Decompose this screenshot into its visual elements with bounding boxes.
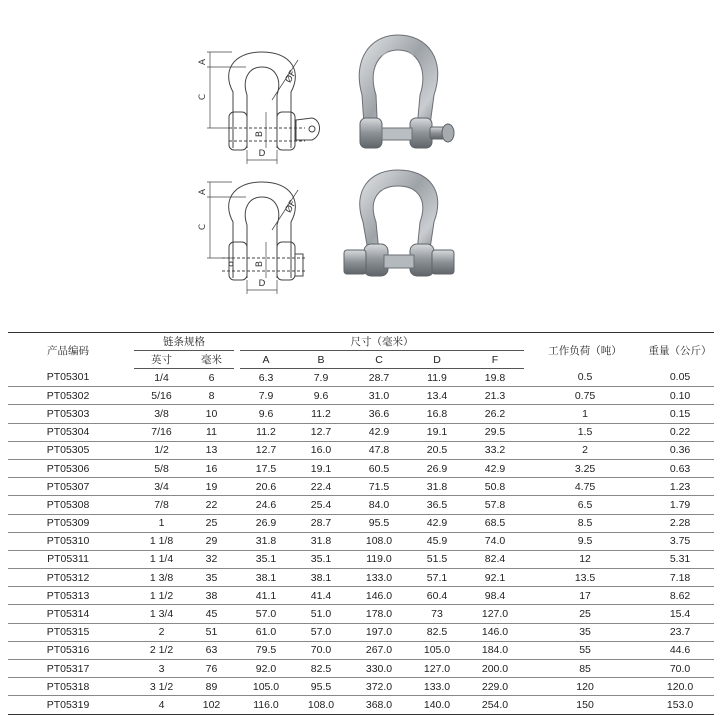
cell-size-inch: 3: [134, 660, 189, 678]
cell-product-code: PT05314: [8, 605, 128, 623]
cell-dim-a: 38.1: [240, 569, 292, 587]
cell-size-inch: 1 3/4: [134, 605, 189, 623]
header-size: 尺寸（毫米）: [240, 333, 524, 351]
cell-dim-f: 68.5: [466, 514, 524, 532]
cell-weight: 2.28: [646, 514, 714, 532]
cell-dim-d: 45.9: [408, 532, 466, 550]
table-row: [8, 405, 714, 423]
cell-dim-d: 105.0: [408, 641, 466, 659]
cell-dim-c: 146.0: [350, 587, 408, 605]
table-row: [8, 623, 714, 641]
cell-size-mm: 16: [189, 459, 234, 477]
cell-dim-f: 184.0: [466, 641, 524, 659]
cell-dim-c: 36.6: [350, 405, 408, 423]
cell-weight: 120.0: [646, 678, 714, 696]
cell-size-mm: 25: [189, 514, 234, 532]
table-row: [8, 514, 714, 532]
cell-product-code: PT05311: [8, 550, 128, 568]
cell-size-inch: 1 1/2: [134, 587, 189, 605]
cell-size-mm: 8: [189, 387, 234, 405]
cell-dim-f: 146.0: [466, 623, 524, 641]
cell-dim-f: 57.8: [466, 496, 524, 514]
cell-dim-d: 140.0: [408, 696, 466, 714]
cell-weight: 0.36: [646, 441, 714, 459]
cell-dim-b: 31.8: [292, 532, 350, 550]
cell-product-code: PT05301: [8, 369, 128, 387]
dim-label-b-2: B: [255, 260, 265, 268]
cell-dim-d: 82.5: [408, 623, 466, 641]
table-row: [8, 441, 714, 459]
cell-dim-d: 20.5: [408, 441, 466, 459]
cell-dim-a: 31.8: [240, 532, 292, 550]
cell-product-code: PT05313: [8, 587, 128, 605]
cell-dim-d: 133.0: [408, 678, 466, 696]
cell-product-code: PT05309: [8, 514, 128, 532]
cell-dim-a: 41.1: [240, 587, 292, 605]
cell-dim-d: 13.4: [408, 387, 466, 405]
table-row: [8, 369, 714, 387]
cell-dim-a: 11.2: [240, 423, 292, 441]
cell-size-mm: 51: [189, 623, 234, 641]
cell-size-mm: 32: [189, 550, 234, 568]
cell-product-code: PT05318: [8, 678, 128, 696]
cell-dim-c: 178.0: [350, 605, 408, 623]
cell-dim-a: 35.1: [240, 550, 292, 568]
table-body: [8, 369, 714, 715]
cell-dim-f: 229.0: [466, 678, 524, 696]
cell-dim-f: 29.5: [466, 423, 524, 441]
cell-dim-d: 57.1: [408, 569, 466, 587]
table-row: [8, 605, 714, 623]
dim-label-a: A: [198, 58, 208, 66]
cell-working-load: 3.25: [530, 459, 640, 477]
cell-dim-c: 108.0: [350, 532, 408, 550]
header-col-a: A: [240, 351, 292, 369]
cell-size-mm: 35: [189, 569, 234, 587]
table-row: [8, 496, 714, 514]
cell-dim-b: 38.1: [292, 569, 350, 587]
cell-dim-c: 119.0: [350, 550, 408, 568]
cell-weight: 70.0: [646, 660, 714, 678]
cell-dim-b: 35.1: [292, 550, 350, 568]
cell-dim-a: 116.0: [240, 696, 292, 714]
cell-weight: 0.05: [646, 369, 714, 387]
cell-working-load: 1: [530, 405, 640, 423]
cell-weight: 1.23: [646, 478, 714, 496]
cell-working-load: 150: [530, 696, 640, 714]
cell-dim-d: 31.8: [408, 478, 466, 496]
cell-product-code: PT05312: [8, 569, 128, 587]
cell-size-mm: 63: [189, 641, 234, 659]
cell-size-inch: 1 1/8: [134, 532, 189, 550]
cell-product-code: PT05306: [8, 459, 128, 477]
cell-size-inch: 5/8: [134, 459, 189, 477]
cell-dim-d: 16.8: [408, 405, 466, 423]
dim-label-c: C: [198, 93, 208, 101]
cell-size-inch: 3/8: [134, 405, 189, 423]
table-row: [8, 459, 714, 477]
cell-dim-b: 19.1: [292, 459, 350, 477]
cell-product-code: PT05317: [8, 660, 128, 678]
cell-dim-b: 9.6: [292, 387, 350, 405]
cell-weight: 5.31: [646, 550, 714, 568]
table-row: [8, 550, 714, 568]
figures-svg: [0, 0, 721, 320]
product-figures: [0, 0, 721, 320]
cell-working-load: 0.75: [530, 387, 640, 405]
cell-dim-f: 254.0: [466, 696, 524, 714]
cell-working-load: 6.5: [530, 496, 640, 514]
cell-size-mm: 45: [189, 605, 234, 623]
table-row: [8, 478, 714, 496]
cell-dim-b: 11.2: [292, 405, 350, 423]
cell-weight: 15.4: [646, 605, 714, 623]
cell-dim-a: 24.6: [240, 496, 292, 514]
dim-label-f: ØF: [283, 69, 299, 85]
cell-dim-f: 127.0: [466, 605, 524, 623]
cell-dim-c: 31.0: [350, 387, 408, 405]
cell-dim-c: 330.0: [350, 660, 408, 678]
cell-dim-c: 84.0: [350, 496, 408, 514]
cell-dim-a: 57.0: [240, 605, 292, 623]
dim-label-d-2: D: [258, 279, 266, 289]
dim-label-b: B: [255, 130, 265, 138]
cell-dim-c: 368.0: [350, 696, 408, 714]
cell-product-code: PT05302: [8, 387, 128, 405]
cell-size-inch: 3/4: [134, 478, 189, 496]
cell-dim-b: 108.0: [292, 696, 350, 714]
cell-size-inch: 2 1/2: [134, 641, 189, 659]
table-row: [8, 387, 714, 405]
cell-working-load: 8.5: [530, 514, 640, 532]
cell-dim-c: 133.0: [350, 569, 408, 587]
cell-dim-b: 7.9: [292, 369, 350, 387]
cell-weight: 0.22: [646, 423, 714, 441]
cell-weight: 1.79: [646, 496, 714, 514]
cell-size-inch: 2: [134, 623, 189, 641]
cell-dim-a: 26.9: [240, 514, 292, 532]
cell-dim-f: 74.0: [466, 532, 524, 550]
shackle-spec-table: [8, 332, 714, 715]
cell-dim-b: 41.4: [292, 587, 350, 605]
cell-dim-b: 12.7: [292, 423, 350, 441]
cell-working-load: 9.5: [530, 532, 640, 550]
dim-label-f-2: ØF: [283, 199, 299, 215]
cell-size-mm: 102: [189, 696, 234, 714]
cell-dim-a: 79.5: [240, 641, 292, 659]
cell-dim-c: 28.7: [350, 369, 408, 387]
cell-product-code: PT05307: [8, 478, 128, 496]
cell-dim-d: 19.1: [408, 423, 466, 441]
header-chain-spec: 链条规格: [134, 333, 234, 351]
cell-size-inch: 7/16: [134, 423, 189, 441]
cell-dim-b: 51.0: [292, 605, 350, 623]
cell-product-code: PT05310: [8, 532, 128, 550]
cell-size-mm: 10: [189, 405, 234, 423]
cell-dim-d: 51.5: [408, 550, 466, 568]
cell-dim-a: 7.9: [240, 387, 292, 405]
cell-working-load: 120: [530, 678, 640, 696]
cell-size-mm: 13: [189, 441, 234, 459]
cell-dim-c: 95.5: [350, 514, 408, 532]
cell-product-code: PT05304: [8, 423, 128, 441]
cell-working-load: 35: [530, 623, 640, 641]
cell-dim-c: 47.8: [350, 441, 408, 459]
cell-size-mm: 89: [189, 678, 234, 696]
cell-working-load: 12: [530, 550, 640, 568]
cell-size-mm: 19: [189, 478, 234, 496]
cell-dim-b: 70.0: [292, 641, 350, 659]
cell-size-inch: 1: [134, 514, 189, 532]
cell-dim-d: 127.0: [408, 660, 466, 678]
cell-dim-b: 25.4: [292, 496, 350, 514]
cell-dim-d: 11.9: [408, 369, 466, 387]
cell-dim-b: 22.4: [292, 478, 350, 496]
cell-dim-f: 98.4: [466, 587, 524, 605]
cell-dim-a: 92.0: [240, 660, 292, 678]
table-row: [8, 587, 714, 605]
cell-dim-b: 57.0: [292, 623, 350, 641]
table-row: [8, 660, 714, 678]
cell-dim-d: 60.4: [408, 587, 466, 605]
cell-working-load: 17: [530, 587, 640, 605]
cell-dim-f: 200.0: [466, 660, 524, 678]
cell-size-mm: 6: [189, 369, 234, 387]
table-row: [8, 569, 714, 587]
header-mm: 毫米: [189, 351, 234, 369]
cell-weight: 0.15: [646, 405, 714, 423]
cell-weight: 23.7: [646, 623, 714, 641]
cell-dim-d: 36.5: [408, 496, 466, 514]
cell-dim-a: 12.7: [240, 441, 292, 459]
cell-size-inch: 3 1/2: [134, 678, 189, 696]
cell-weight: 44.6: [646, 641, 714, 659]
dim-label-a-2: A: [198, 188, 208, 196]
header-col-d: D: [408, 351, 466, 369]
cell-weight: 153.0: [646, 696, 714, 714]
cell-weight: 7.18: [646, 569, 714, 587]
cell-dim-f: 19.8: [466, 369, 524, 387]
cell-dim-c: 372.0: [350, 678, 408, 696]
header-product-code: 产品编码: [8, 333, 128, 369]
cell-dim-c: 42.9: [350, 423, 408, 441]
header-col-b: B: [292, 351, 350, 369]
cell-size-inch: 4: [134, 696, 189, 714]
cell-size-inch: 1/4: [134, 369, 189, 387]
header-col-c: C: [350, 351, 408, 369]
photo-screw-pin-shackle: [359, 35, 454, 148]
table-row: [8, 678, 714, 696]
header-weight: 重量（公斤）: [646, 333, 714, 369]
cell-dim-b: 28.7: [292, 514, 350, 532]
table-row: [8, 696, 714, 714]
cell-size-inch: 1 1/4: [134, 550, 189, 568]
cell-size-mm: 38: [189, 587, 234, 605]
cell-working-load: 13.5: [530, 569, 640, 587]
cell-dim-f: 50.8: [466, 478, 524, 496]
cell-size-inch: 1/2: [134, 441, 189, 459]
cell-product-code: PT05319: [8, 696, 128, 714]
cell-working-load: 0.5: [530, 369, 640, 387]
photo-bolt-shackle: [344, 170, 454, 276]
cell-dim-a: 105.0: [240, 678, 292, 696]
cell-working-load: 25: [530, 605, 640, 623]
table-row: [8, 641, 714, 659]
cell-dim-f: 26.2: [466, 405, 524, 423]
cell-dim-d: 26.9: [408, 459, 466, 477]
dim-label-d: D: [258, 149, 266, 159]
cell-working-load: 55: [530, 641, 640, 659]
cell-weight: 0.10: [646, 387, 714, 405]
table-header: [8, 333, 714, 369]
drawing-bolt-shackle: [207, 182, 305, 294]
cell-working-load: 85: [530, 660, 640, 678]
cell-dim-d: 73: [408, 605, 466, 623]
table-row: [8, 532, 714, 550]
cell-size-inch: 5/16: [134, 387, 189, 405]
cell-weight: 0.63: [646, 459, 714, 477]
header-col-f: F: [466, 351, 524, 369]
cell-size-inch: 1 3/8: [134, 569, 189, 587]
cell-dim-a: 6.3: [240, 369, 292, 387]
table-row: [8, 423, 714, 441]
cell-dim-f: 21.3: [466, 387, 524, 405]
cell-size-mm: 22: [189, 496, 234, 514]
cell-working-load: 2: [530, 441, 640, 459]
cell-size-inch: 7/8: [134, 496, 189, 514]
cell-dim-c: 197.0: [350, 623, 408, 641]
cell-dim-f: 42.9: [466, 459, 524, 477]
cell-dim-b: 95.5: [292, 678, 350, 696]
drawing-screw-pin-shackle: [207, 52, 320, 164]
cell-size-mm: 29: [189, 532, 234, 550]
cell-product-code: PT05303: [8, 405, 128, 423]
cell-dim-f: 82.4: [466, 550, 524, 568]
cell-working-load: 4.75: [530, 478, 640, 496]
cell-size-mm: 76: [189, 660, 234, 678]
cell-product-code: PT05305: [8, 441, 128, 459]
cell-dim-f: 33.2: [466, 441, 524, 459]
cell-dim-a: 61.0: [240, 623, 292, 641]
cell-dim-f: 92.1: [466, 569, 524, 587]
cell-dim-b: 82.5: [292, 660, 350, 678]
cell-weight: 3.75: [646, 532, 714, 550]
cell-weight: 8.62: [646, 587, 714, 605]
cell-size-mm: 11: [189, 423, 234, 441]
cell-product-code: PT05315: [8, 623, 128, 641]
cell-dim-d: 42.9: [408, 514, 466, 532]
cell-dim-a: 20.6: [240, 478, 292, 496]
cell-dim-a: 9.6: [240, 405, 292, 423]
header-inch: 英寸: [134, 351, 189, 369]
cell-working-load: 1.5: [530, 423, 640, 441]
header-wll: 工作负荷（吨）: [530, 333, 640, 369]
cell-dim-c: 71.5: [350, 478, 408, 496]
cell-dim-c: 60.5: [350, 459, 408, 477]
cell-dim-b: 16.0: [292, 441, 350, 459]
dim-label-c-2: C: [198, 223, 208, 231]
cell-dim-a: 17.5: [240, 459, 292, 477]
cell-dim-c: 267.0: [350, 641, 408, 659]
cell-product-code: PT05308: [8, 496, 128, 514]
cell-product-code: PT05316: [8, 641, 128, 659]
